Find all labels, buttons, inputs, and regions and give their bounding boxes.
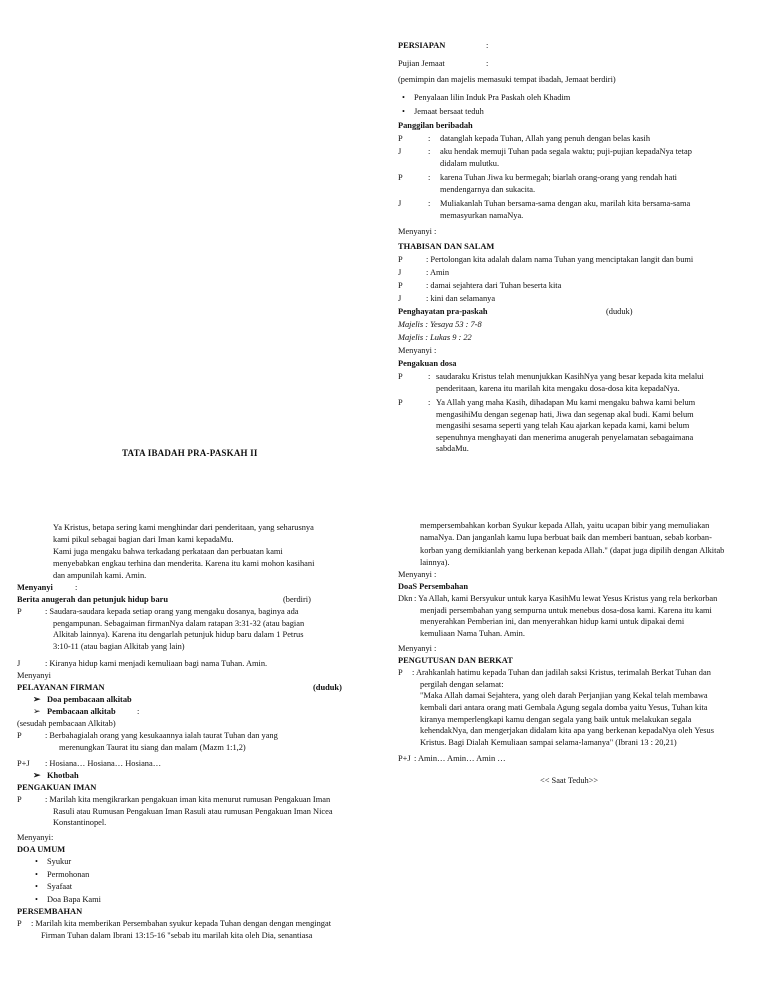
- response-text: mendengarnya dan sukacita.: [440, 184, 536, 194]
- response-row: [398, 753, 753, 765]
- response-text: : Ya Allah, kami Bersyukur untuk karya KasihMu lewat Yesus Kristus yang rela berkorban: [414, 594, 718, 604]
- response-text: datanglah kepada Tuhan, Allah yang penuh dengan belas kasih: [440, 134, 651, 143]
- penghayatan-heading: Penghayatan pra-paskah: [398, 307, 488, 316]
- response-row: J : Muliakanlah Tuhan bersama-sama dengan aku, marilah kita bersama-sama memasyurkan namaNya.: [398, 198, 753, 224]
- speaker-label: P+J: [398, 754, 411, 764]
- response-text: : Kiranya hidup kami menjadi kemuliaan bagi nama Tuhan. Amin.: [45, 659, 268, 668]
- text-line: Ya Kristus, betapa sering kami menghindar dari penderitaan, yang seharusnya: [53, 523, 314, 532]
- firman-list: [17, 694, 369, 718]
- panggilan-section: [398, 133, 753, 224]
- response-text: didalam mulutku.: [440, 158, 500, 168]
- response-row: [398, 667, 753, 753]
- response-text: : Hosiana… Hosiana… Hosiana…: [45, 759, 162, 768]
- bottom-left-column: [17, 522, 369, 942]
- text-line: kami pikul sebagai bagian dari Iman kami kepadaMu.: [53, 535, 234, 544]
- saat-teduh: << Saat Teduh>>: [540, 776, 599, 786]
- response-text: "Maka Allah damai Sejahtera, yang oleh darah Perjanjian yang Kekal telah membawa: [420, 691, 708, 701]
- response-row: J : aku hendak memuji Tuhan pada segala waktu; puji-pujian kepadaNya tetap didalam mulutku.: [398, 146, 753, 172]
- berita-heading: Berita anugerah dan petunjuk hidup baru: [17, 595, 169, 604]
- text-line: dan ampunilah kami. Amin.: [53, 571, 147, 580]
- doa-list: [17, 856, 369, 906]
- response-text: kembali dari antara orang mati Gembala Agung segala domba yaitu Yesus, Tuhan kita: [420, 702, 708, 712]
- response-text: mengasihi sesama seperti yang telah Kau ajarkan kepada kami, kami belum: [436, 421, 690, 431]
- response-text: aku hendak memuji Tuhan pada segala waktu; puji-pujian kepadaNya tetap: [440, 147, 692, 156]
- speaker-label: P: [17, 731, 22, 740]
- list-item: • Jemaat bersaat teduh: [414, 106, 753, 120]
- duduk-note: (duduk): [313, 683, 342, 692]
- top-right-column: [398, 40, 753, 463]
- speaker-label: J: [398, 268, 402, 277]
- response-text: : Marilah kita memberikan Persembahan syukur kepada Tuhan dengan dengan mengingat: [31, 919, 332, 928]
- response-text: Konstantinopel.: [53, 818, 107, 828]
- response-row: [17, 606, 369, 654]
- response-text: sabdaMu.: [436, 444, 469, 454]
- menyanyi-label: Menyanyi: [17, 671, 51, 680]
- response-row: [17, 658, 369, 670]
- response-row: [17, 794, 369, 830]
- note-enter: (pemimpin dan majelis memasuki tempat ibadah, Jemaat berdiri): [398, 75, 616, 84]
- confession-continuation: [17, 522, 369, 582]
- response-text: Firman Tuhan dalam Ibrani 13:15-16 "sebab itu marilah kita oleh Dia, senantiasa: [41, 930, 313, 940]
- response-text: 3:10-11 (atau bagian Alkitab yang lain): [53, 641, 185, 651]
- text-line: Kami juga mengaku bahwa terkadang perkataan dan perbuatan kami: [53, 547, 283, 556]
- menyanyi-label: Menyanyi :: [398, 346, 437, 355]
- pelayanan-heading: PELAYANAN FIRMAN: [17, 683, 105, 692]
- sesudah-note: (sesudah pembacaan Alkitab): [17, 719, 116, 728]
- menyanyi-label: Menyanyi: [17, 583, 53, 592]
- response-text: : kini dan selamanya: [426, 294, 496, 303]
- speaker-label: P: [398, 173, 403, 182]
- duduk-note: (duduk): [606, 307, 633, 316]
- response-row: [17, 918, 369, 942]
- speaker-label: P: [398, 372, 403, 381]
- menyanyi-label: Menyanyi:: [17, 833, 54, 842]
- speaker-label: P: [398, 398, 403, 407]
- votum-section: [398, 254, 753, 306]
- response-row: [17, 730, 369, 754]
- menyanyi-label: Menyanyi :: [398, 227, 437, 236]
- response-row: [398, 593, 753, 641]
- response-row: [17, 758, 369, 770]
- list-item: ➢ Doa pembacaan alkitab: [47, 694, 369, 706]
- text-line: lainnya).: [420, 557, 450, 567]
- speaker-label: P: [398, 255, 403, 264]
- page-title: TATA IBADAH PRA-PASKAH II: [122, 448, 258, 458]
- response-text: Muliakanlah Tuhan bersama-sama dengan aku, marilah kita bersama-sama: [440, 199, 691, 208]
- response-text: kehendakNya, dan mengerjakan didalam kita apa yang berkenan kepadaNya oleh Yesus: [420, 726, 714, 736]
- response-text: kiranya memperlengkapi kamu dengan segala yang baik untuk melakukan segala: [420, 714, 692, 724]
- response-row: P : datanglah kepada Tuhan, Allah yang penuh dengan belas kasih: [398, 134, 651, 143]
- doa-umum-heading: DOA UMUM: [17, 845, 66, 854]
- list-item-label: Pembacaan alkitab: [47, 707, 116, 716]
- text-line: menyebabkan engkau terhina dan menderita. Karena itu kami mohon kasihani: [53, 559, 315, 568]
- persembahan-continuation: [398, 520, 753, 569]
- response-text: : Saudara-saudara kepada setiap orang yang mengaku dosanya, baginya ada: [45, 607, 299, 616]
- panggilan-heading: Panggilan beribadah: [398, 121, 473, 130]
- response-text: Ya Allah yang maha Kasih, dihadapan Mu kami mengaku bahwa kami belum: [436, 398, 696, 407]
- response-text: : Arahkanlah hatimu kepada Tuhan dan jadilah saksi Kristus, terimalah Berkat Tuhan dan: [412, 668, 711, 678]
- speaker-label: P: [17, 607, 22, 616]
- pengakuan-iman-heading: PENGAKUAN IMAN: [17, 783, 97, 792]
- response-text: Alkitab lainnya). Karena itu dengarlah petunjuk hidup baru dalam 1 Petrus: [53, 630, 304, 640]
- response-text: : Amin… Amin… Amin …: [414, 754, 506, 764]
- majelis-line: Majelis : Yesaya 53 : 7-8: [398, 320, 482, 329]
- list-item: • Syafaat: [47, 881, 369, 894]
- response-text: : Pertolongan kita adalah dalam nama Tuhan yang menciptakan langit dan bumi: [426, 255, 694, 264]
- response-text: Kristus. Bagi Dialah Kemuliaan sampai selama-lamanya" (Ibrani 13 : 20,21): [420, 737, 677, 747]
- speaker-label: P: [17, 795, 22, 804]
- text-line: namaNya. Dan janganlah kamu lupa berbuat baik dan memberi bantuan, sebab korban-: [420, 533, 712, 543]
- majelis-line: Majelis : Lukas 9 : 22: [398, 333, 472, 342]
- menyanyi-colon: :: [75, 583, 78, 592]
- speaker-label: J: [398, 199, 402, 208]
- response-text: kemuliaan Nama Tuhan. Amin.: [420, 628, 525, 638]
- response-text: pengampunan. Sebagaiman firmanNya dalam ratapan 3:31-32 (atau bagian: [53, 618, 305, 628]
- response-text: : damai sejahtera dari Tuhan beserta kita: [426, 281, 562, 290]
- response-row: P : Ya Allah yang maha Kasih, dihadapan Mu kami mengaku bahwa kami belum mengasihiMu dengan segenap hati, Jiwa dan segenap akal budi. Kami belum mengasihi sesama seperti yang telah Kau ajarkan kepada kami, kami belum sepenuhnya menghayati dan menerima anugerah penyelamatan sebagaimana sabdaMu.: [398, 397, 753, 463]
- speaker-label: P: [398, 134, 403, 143]
- berdiri-note: (berdiri): [283, 595, 311, 604]
- response-text: memasyurkan namaNya.: [440, 210, 524, 220]
- response-text: merenungkan Taurat itu siang dan malam (Mazm 1:1,2): [59, 742, 246, 752]
- speaker-label: J: [398, 294, 402, 303]
- persiapan-colon: :: [486, 41, 489, 50]
- speaker-label: P: [398, 281, 403, 290]
- response-text: : Marilah kita mengikrarkan pengakuan iman kita menurut rumusan Pengakuan Iman: [45, 795, 331, 804]
- pengutusan-heading: PENGUTUSAN DAN BERKAT: [398, 656, 513, 666]
- speaker-label: P: [398, 668, 403, 678]
- response-text: menyerahkan Pemberian ini, dan menyerahkan hidup kami untuk dipakai demi: [420, 617, 685, 627]
- text-line: korban yang demikianlah yang berkenan kepada Allah." (dapat juga dipilih dengan Alkitab: [420, 545, 725, 555]
- persiapan-list: [398, 92, 753, 120]
- list-item: • Penyalaan lilin Induk Pra Paskah oleh Khadim: [414, 92, 753, 106]
- speaker-label: J: [398, 147, 402, 156]
- list-item-colon: :: [137, 707, 140, 716]
- pengakuan-heading: Pengakuan dosa: [398, 359, 457, 368]
- khotbah-item: ➢ Khotbah: [47, 770, 369, 782]
- pujian-colon: :: [486, 59, 489, 68]
- list-item: • Permohonan: [47, 869, 369, 882]
- response-text: : Amin: [426, 268, 450, 277]
- list-item: [47, 706, 369, 718]
- response-text: saudaraku Kristus telah menunjukkan KasihNya yang besar kepada kita melalui: [436, 372, 704, 381]
- speaker-label: Dkn: [398, 594, 413, 604]
- response-row: P : saudaraku Kristus telah menunjukkan KasihNya yang besar kepada kita melalui penderitaan, karena itu marilah kita mengaku dosa-dosa kita kepadaNya.: [398, 371, 753, 397]
- response-text: sepenuhnya menghayati dan menerima anugerah penyelamatan sebagaimana: [436, 432, 694, 442]
- doa-persembahan-heading: DoaS Persembahan: [398, 582, 469, 592]
- response-text: menjadi persembahan yang sempurna untuk menebus dosa-dosa kami. Karena itu kami: [420, 605, 712, 615]
- response-text: karena Tuhan Jiwa ku bermegah; biarlah orang-orang yang rendah hati: [440, 173, 677, 182]
- speaker-label: J: [17, 659, 21, 668]
- persembahan-heading: PERSEMBAHAN: [17, 907, 83, 916]
- list-item: • Doa Bapa Kami: [47, 894, 369, 907]
- response-row: P : karena Tuhan Jiwa ku bermegah; biarlah orang-orang yang rendah hati mendengarnya dan sukacita.: [398, 172, 753, 198]
- bottom-right-column: [398, 520, 753, 787]
- votum-heading: THABISAN DAN SALAM: [398, 242, 495, 251]
- menyanyi-label: Menyanyi :: [398, 644, 437, 654]
- list-item: • Syukur: [47, 856, 369, 869]
- pujian-label: Pujian Jemaat: [398, 59, 445, 68]
- response-text: mengasihiMu dengan segenap hati, Jiwa dan segenap akal budi. Kami belum: [436, 409, 694, 419]
- text-line: mempersembahkan korban Syukur kepada Allah, yaitu ucapan bibir yang memuliakan: [420, 521, 710, 530]
- response-text: Rasuli atau Rumusan Pengakuan Iman Rasuli atau rumusan Pengakuan Iman Nicea: [53, 806, 333, 816]
- speaker-label: P: [17, 919, 22, 928]
- response-text: penderitaan, karena itu marilah kita mengaku dosa-dosa kita kepadaNya.: [436, 383, 680, 393]
- response-text: : Berbahagialah orang yang kesukaannya ialah taurat Tuhan dan yang: [45, 731, 278, 740]
- speaker-label: P+J: [17, 759, 30, 768]
- response-text: pergilah dengan selamat:: [420, 679, 504, 689]
- menyanyi-label: Menyanyi :: [398, 570, 437, 580]
- persiapan-heading: PERSIAPAN: [398, 41, 446, 50]
